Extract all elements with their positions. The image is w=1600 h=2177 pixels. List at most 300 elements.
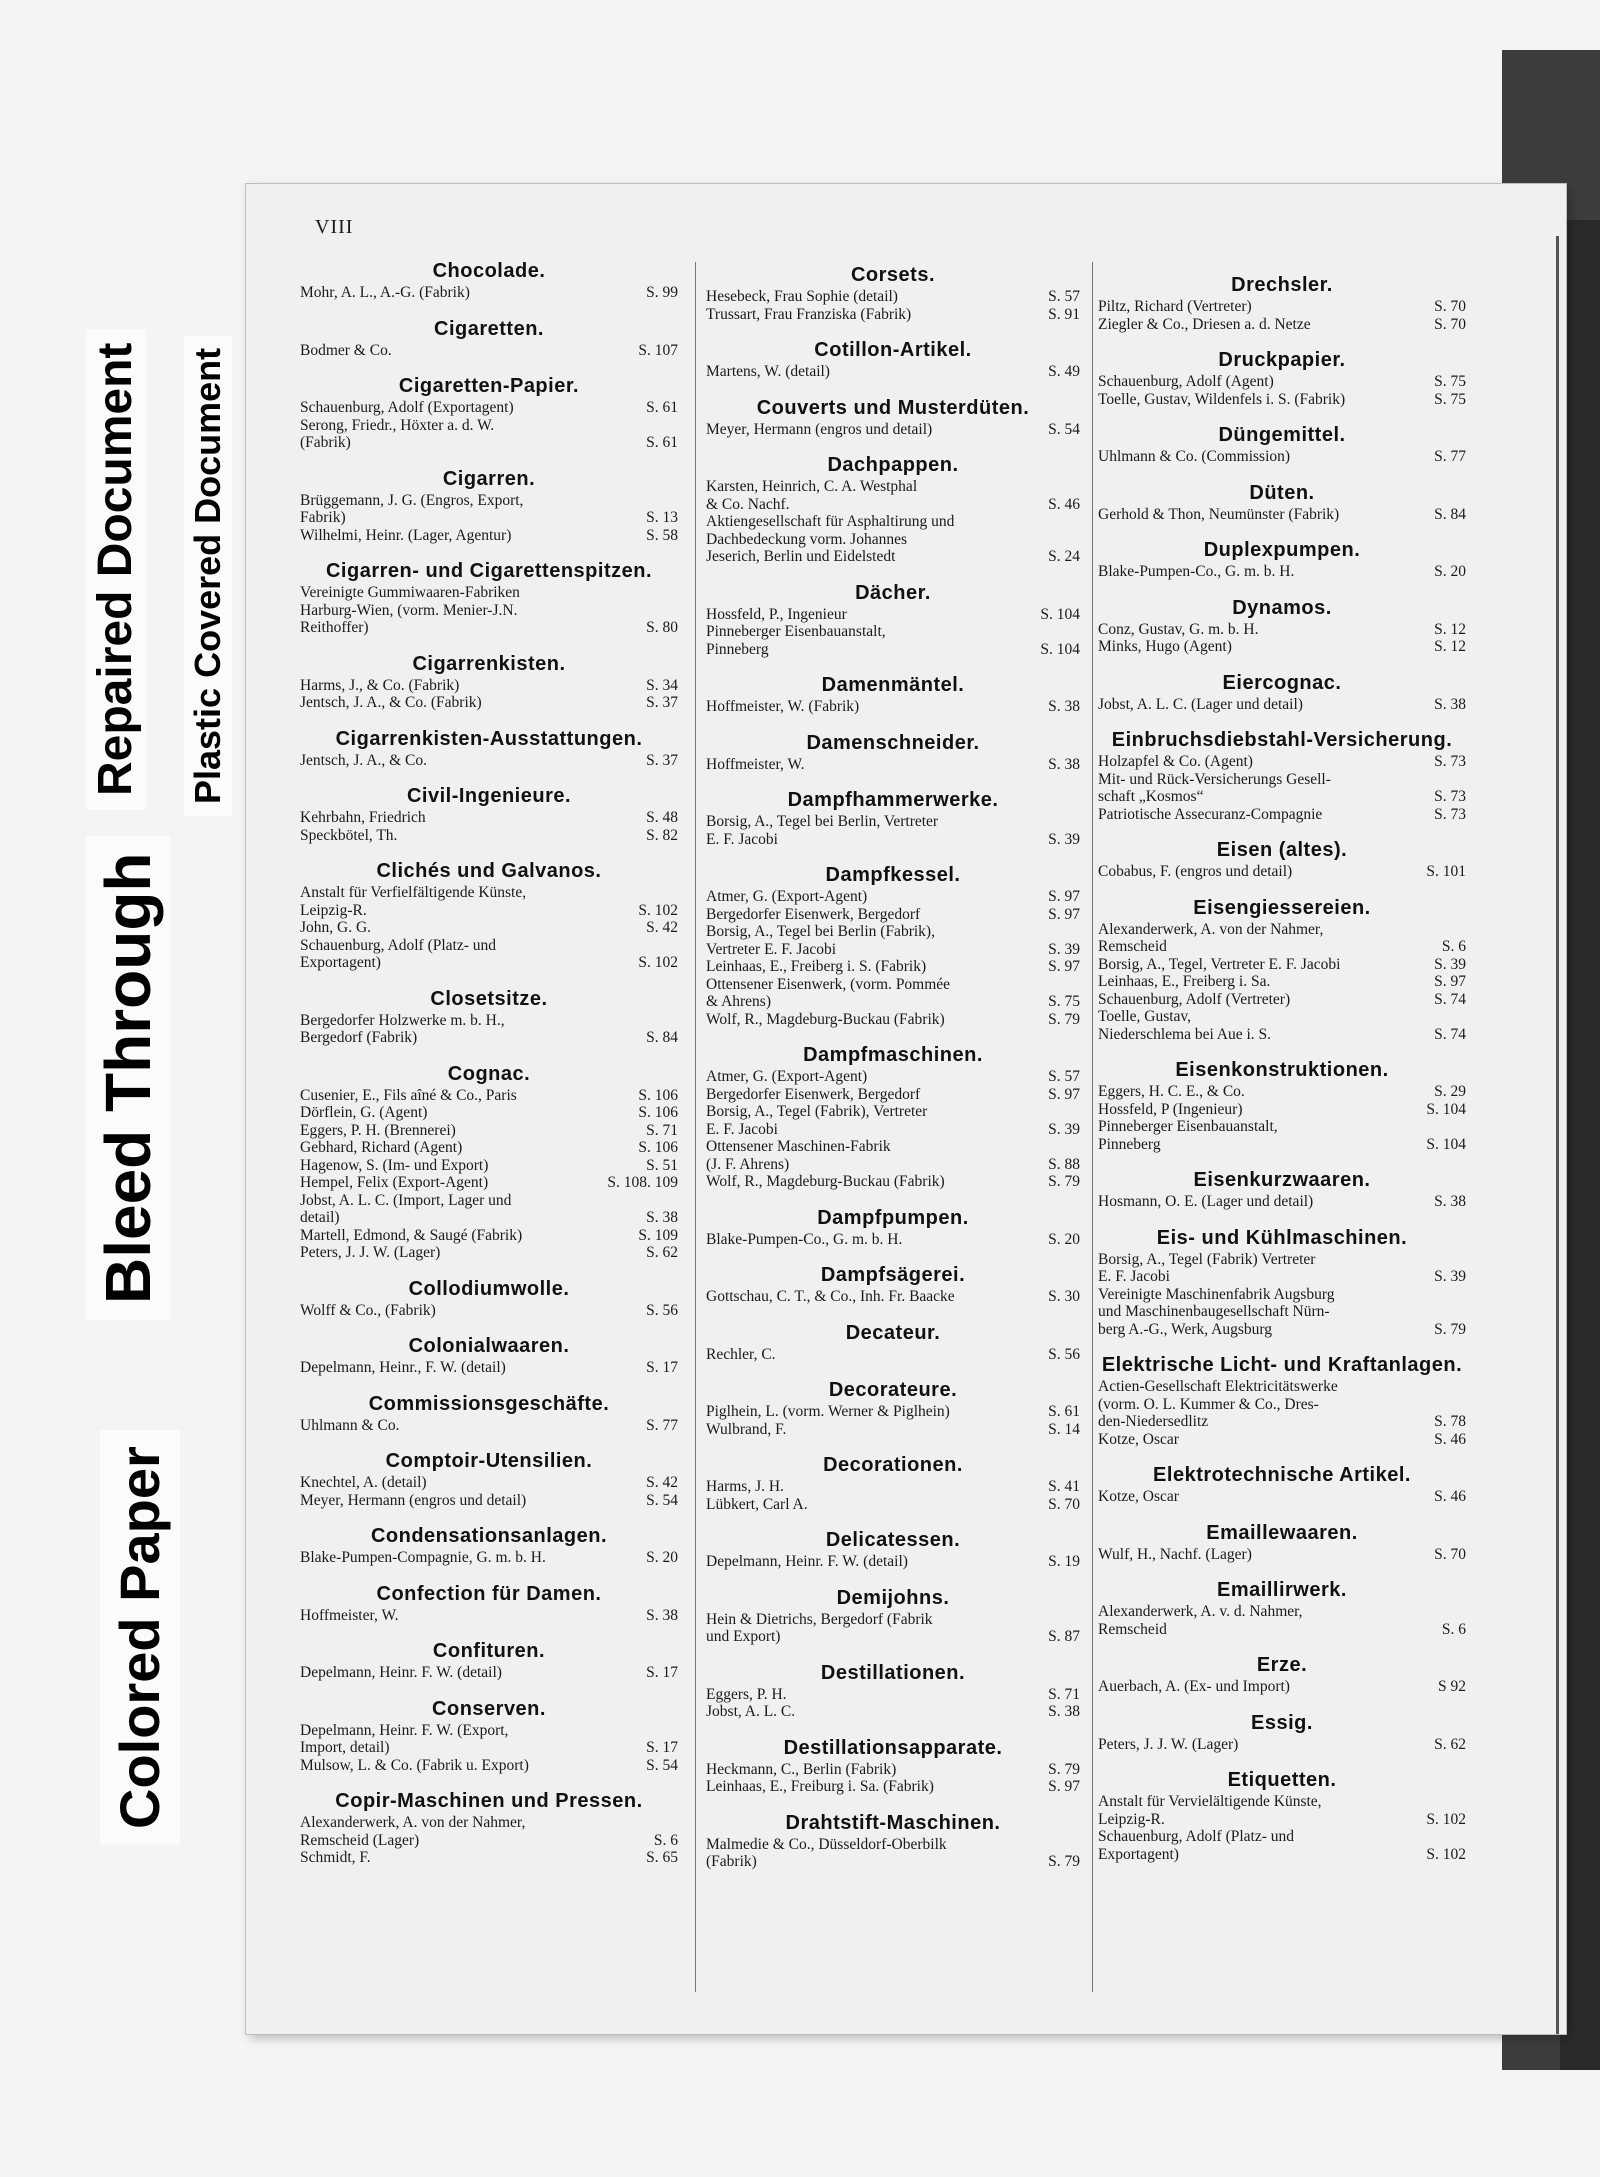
index-section (1098, 895, 1466, 1044)
entry-page-ref: S. 84 (1434, 505, 1466, 523)
entry-page-ref: S. 29 (1434, 1083, 1466, 1100)
index-entry (300, 1722, 678, 1757)
column-divider (1092, 262, 1093, 1992)
entry-name: Schauenburg, Adolf (Vertreter) (1098, 990, 1291, 1008)
index-entry (1098, 1083, 1466, 1101)
index-entry (1098, 921, 1466, 956)
index-entry (300, 284, 678, 302)
index-section (1098, 347, 1466, 408)
entry-page-ref: S. 79 (1048, 1173, 1080, 1190)
index-entry (300, 1757, 678, 1775)
index-section (300, 726, 678, 770)
index-entry (300, 827, 678, 845)
entry-page-ref: S. 73 (1434, 753, 1466, 770)
entry-page-ref: S. 46 (1434, 1430, 1466, 1448)
entry-page-ref: S. 62 (1434, 1735, 1466, 1753)
index-section (300, 1448, 678, 1509)
section-heading: Drechsler. (1231, 274, 1333, 296)
section-heading: Essig. (1251, 1711, 1313, 1734)
index-section (300, 373, 678, 452)
entry-page-ref: S. 88 (1048, 1155, 1080, 1173)
entry-name: Blake-Pumpen-Co., G. m. b. H. (706, 1230, 903, 1248)
entry-page-ref: S. 79 (1434, 1320, 1466, 1338)
entry-name: Eggers, H. C. E., & Co. (1098, 1083, 1245, 1100)
entry-page-ref: S. 104 (1040, 640, 1080, 658)
index-entry (1098, 621, 1466, 639)
entry-name: Hoffmeister, W. (706, 755, 805, 773)
index-entry (706, 288, 1080, 306)
entry-name: Jobst, A. L. C. (706, 1703, 796, 1720)
index-entry (300, 1174, 678, 1192)
index-entry (1098, 1678, 1466, 1696)
section-heading: Chocolade. (432, 260, 546, 282)
index-entry (706, 1686, 1080, 1704)
entry-name: Hossfeld, P., Ingenieur (706, 605, 847, 623)
section-heading: Cigaretten-Papier. (398, 375, 580, 397)
entry-page-ref: S. 24 (1048, 548, 1080, 565)
index-entry (706, 1421, 1080, 1439)
entry-page-ref: S. 65 (646, 1849, 678, 1866)
section-heading: Einbruchsdiebstahl-Versicherung. (1111, 729, 1453, 751)
entry-page-ref: S 92 (1438, 1678, 1466, 1695)
entry-name: Toelle, Gustav, Niederschlema bei Aue i. S. (1098, 1008, 1272, 1043)
index-entry (300, 1227, 678, 1245)
entry-page-ref: S. 70 (1048, 1495, 1080, 1513)
index-entry (706, 976, 1080, 1011)
index-entry (300, 1104, 678, 1122)
entry-page-ref: S. 17 (646, 1739, 678, 1756)
index-section (706, 262, 1080, 323)
index-entry (706, 1011, 1080, 1029)
index-section (1098, 1225, 1466, 1339)
entry-page-ref: S. 57 (1048, 288, 1080, 305)
index-section (300, 783, 678, 844)
section-heading: Dampfmaschinen. (803, 1044, 983, 1066)
index-entry (300, 342, 678, 360)
entry-page-ref: S. 102 (1426, 1845, 1466, 1863)
entry-page-ref: S. 75 (1434, 390, 1466, 408)
entry-name: Jentsch, J. A., & Co. (Fabrik) (300, 694, 482, 711)
entry-page-ref: S. 20 (646, 1549, 678, 1566)
index-entry (300, 1087, 678, 1105)
section-heading: Eis- und Kühlmaschinen. (1156, 1226, 1408, 1249)
index-entry (300, 1012, 678, 1047)
index-entry (1098, 1286, 1466, 1339)
index-entry (300, 399, 678, 417)
entry-page-ref: S. 49 (1048, 363, 1080, 380)
section-heading: Civil-Ingenieure. (406, 785, 572, 807)
entry-page-ref: S. 84 (646, 1029, 678, 1046)
entry-name: Wulbrand, F. (706, 1420, 787, 1438)
entry-name: Actien-Gesellschaft Elektricitätswerke (vorm. O. L. Kummer & Co., Dres- den-Niedersedlitz (1098, 1378, 1338, 1430)
section-heading: Düngemittel. (1218, 424, 1346, 446)
entry-page-ref: S. 71 (646, 1121, 678, 1139)
section-heading: Conserven. (432, 1697, 546, 1720)
entry-page-ref: S. 109 (638, 1226, 678, 1244)
entry-page-ref: S. 56 (1048, 1345, 1080, 1363)
entry-name: Borsig, A., Tegel bei Berlin (Fabrik), Vertreter E. F. Jacobi (706, 923, 935, 958)
entry-page-ref: S. 73 (1434, 805, 1466, 823)
section-heading: Damenschneider. (806, 731, 980, 754)
entry-name: Depelmann, Heinr. F. W. (detail) (706, 1553, 908, 1570)
index-section (1098, 1352, 1466, 1448)
entry-name: Hoffmeister, W. (Fabrik) (706, 698, 860, 715)
entry-name: Kotze, Oscar (1098, 1488, 1179, 1505)
index-section (1098, 1710, 1466, 1754)
index-entry (300, 492, 678, 527)
index-section (300, 1581, 678, 1625)
index-entry (300, 694, 678, 712)
entry-name: Wolf, R., Magdeburg-Buckau (Fabrik) (706, 1010, 945, 1028)
index-section (706, 1377, 1080, 1438)
label-bleed-through: Bleed Through (86, 836, 170, 1320)
index-section (706, 337, 1080, 381)
index-section (1098, 537, 1466, 581)
entry-name: Borsig, A., Tegel (Fabrik) Vertreter E. F. Jacobi (1098, 1250, 1316, 1285)
section-heading: Delicatessen. (825, 1529, 961, 1551)
entry-page-ref: S. 38 (646, 1209, 678, 1226)
index-section (1098, 1167, 1466, 1211)
entry-name: John, G. G. (300, 919, 372, 936)
entry-name: Trussart, Frau Franziska (Fabrik) (706, 305, 912, 323)
index-entry (1098, 1736, 1466, 1754)
index-entry (1098, 973, 1466, 991)
entry-page-ref: S. 41 (1048, 1478, 1080, 1495)
index-section (706, 395, 1080, 439)
entry-page-ref: S. 73 (1434, 788, 1466, 805)
entry-page-ref: S. 54 (646, 1491, 678, 1509)
index-entry (1098, 956, 1466, 974)
index-section (300, 651, 678, 712)
index-entry (706, 1346, 1080, 1364)
entry-page-ref: S. 102 (638, 954, 678, 971)
index-entry (706, 888, 1080, 906)
page-edge (1556, 236, 1559, 2034)
entry-name: Leinhaas, E., Freiberg i. S. (Fabrik) (706, 958, 927, 975)
entry-page-ref: S. 46 (1434, 1488, 1466, 1505)
entry-page-ref: S. 61 (1048, 1403, 1080, 1420)
entry-page-ref: S. 38 (1434, 1193, 1466, 1210)
entry-name: Auerbach, A. (Ex- und Import) (1098, 1678, 1290, 1695)
section-heading: Destillationen. (820, 1661, 966, 1684)
entry-page-ref: S. 17 (646, 1359, 678, 1376)
entry-page-ref: S. 101 (1426, 863, 1466, 880)
index-entry (300, 527, 678, 545)
scanner-background-shadow (1560, 220, 1600, 2070)
entry-page-ref: S. 37 (646, 694, 678, 711)
entry-name: Bergedorfer Eisenwerk, Bergedorf (706, 905, 921, 923)
entry-name: Hossfeld, P (Ingenieur) (1098, 1100, 1243, 1118)
index-entry (300, 884, 678, 919)
index-entry (300, 584, 678, 637)
index-entry (706, 1761, 1080, 1779)
index-entry (300, 937, 678, 972)
entry-page-ref: S. 104 (1040, 605, 1080, 623)
entry-name: Harms, J., & Co. (Fabrik) (300, 676, 460, 694)
index-entry (300, 1157, 678, 1175)
entry-page-ref: S. 48 (646, 809, 678, 826)
entry-name: Jobst, A. L. C. (Lager und detail) (1098, 695, 1303, 713)
section-heading: Cigarrenkisten. (412, 652, 566, 675)
entry-name: Depelmann, Heinr. F. W. (detail) (300, 1664, 502, 1681)
index-entry (1098, 316, 1466, 334)
entry-name: Hempel, Felix (Export-Agent) (300, 1174, 489, 1191)
section-heading: Dampfpumpen. (817, 1206, 969, 1229)
index-section (300, 316, 678, 360)
entry-name: Piltz, Richard (Vertreter) (1098, 298, 1252, 315)
entry-page-ref: S. 12 (1434, 620, 1466, 638)
entry-page-ref: S. 97 (1048, 1778, 1080, 1795)
index-entry (1098, 298, 1466, 316)
entry-name: Leinhaas, E., Freiburg i. Sa. (Fabrik) (706, 1778, 934, 1795)
entry-page-ref: S. 42 (646, 919, 678, 936)
entry-page-ref: S. 107 (638, 341, 678, 359)
entry-page-ref: S. 30 (1048, 1288, 1080, 1305)
entry-page-ref: S. 39 (1434, 955, 1466, 973)
index-entry (706, 1703, 1080, 1721)
entry-page-ref: S. 79 (1048, 1853, 1080, 1870)
entry-name: Borsig, A., Tegel bei Berlin, Vertreter E. F. Jacobi (706, 813, 939, 848)
index-section (706, 787, 1080, 848)
index-section (706, 730, 1080, 774)
entry-name: Patriotische Assecuranz-Compagnie (1098, 805, 1323, 823)
entry-page-ref: S. 20 (1434, 563, 1466, 580)
entry-name: Ziegler & Co., Driesen a. d. Netze (1098, 315, 1311, 333)
index-entry (300, 1139, 678, 1157)
index-entry (706, 1403, 1080, 1421)
entry-page-ref: S. 79 (1048, 1010, 1080, 1028)
section-heading: Duplexpumpen. (1203, 539, 1361, 561)
entry-page-ref: S. 42 (646, 1474, 678, 1491)
entry-page-ref: S. 74 (1434, 990, 1466, 1008)
section-heading: Commissionsgeschäfte. (368, 1392, 610, 1415)
entry-name: Rechler, C. (706, 1345, 776, 1363)
index-entry (706, 421, 1080, 439)
entry-name: Atmer, G. (Export-Agent) (706, 1068, 868, 1085)
entry-page-ref: S. 75 (1434, 373, 1466, 390)
entry-name: Blake-Pumpen-Co., G. m. b. H. (1098, 563, 1295, 580)
section-heading: Destillationsapparate. (783, 1736, 1003, 1759)
entry-page-ref: S. 80 (646, 619, 678, 636)
section-heading: Eisenkurzwaaren. (1193, 1169, 1371, 1191)
entry-name: Borsig, A., Tegel, Vertreter E. F. Jacobi (1098, 955, 1341, 973)
entry-name: Kotze, Oscar (1098, 1430, 1179, 1448)
section-heading: Dampfkessel. (825, 864, 961, 886)
entry-name: Alexanderwerk, A. von der Nahmer, Remscheid (Lager) (300, 1814, 526, 1849)
index-entry (300, 1814, 678, 1849)
section-heading: Colonialwaaren. (408, 1335, 570, 1357)
section-heading: Druckpapier. (1218, 349, 1346, 371)
index-section (300, 858, 678, 972)
index-section (706, 1042, 1080, 1191)
entry-name: Vereinigte Gummiwaaren-Fabriken Harburg-Wien, (vorm. Menier-J.N. Reithoffer) (300, 584, 520, 636)
entry-page-ref: S. 61 (646, 434, 678, 451)
index-entry (1098, 1008, 1466, 1043)
index-entry (1098, 1488, 1466, 1506)
index-entry (706, 1086, 1080, 1104)
index-entry (1098, 1431, 1466, 1449)
entry-page-ref: S. 106 (638, 1104, 678, 1121)
entry-page-ref: S. 99 (646, 284, 678, 301)
entry-page-ref: S. 46 (1048, 495, 1080, 513)
entry-page-ref: S. 51 (646, 1156, 678, 1174)
column-divider (695, 262, 696, 1992)
entry-name: Schauenburg, Adolf (Agent) (1098, 373, 1274, 390)
index-entry (706, 1173, 1080, 1191)
index-entry (300, 677, 678, 695)
entry-name: Gerhold & Thon, Neumünster (Fabrik) (1098, 505, 1340, 523)
section-heading: Elektrotechnische Artikel. (1153, 1464, 1411, 1486)
section-heading: Cigarrenkisten-Ausstattungen. (335, 727, 643, 750)
entry-name: Anstalt für Verfielfältigende Künste, Leipzig-R. (300, 884, 527, 919)
index-section (706, 1585, 1080, 1646)
entry-page-ref: S. 58 (646, 526, 678, 544)
index-section (1098, 1767, 1466, 1863)
index-entry (706, 958, 1080, 976)
entry-page-ref: S. 12 (1434, 638, 1466, 655)
index-section (706, 1810, 1080, 1871)
index-section (1098, 837, 1466, 881)
section-heading: Decateur. (845, 1321, 941, 1344)
section-heading: Cigarren- und Cigarettenspitzen. (325, 560, 653, 582)
index-section (706, 1320, 1080, 1364)
entry-page-ref: S. 74 (1434, 1025, 1466, 1043)
section-heading: Confituren. (432, 1640, 546, 1662)
entry-page-ref: S. 62 (646, 1244, 678, 1261)
entry-name: Holzapfel & Co. (Agent) (1098, 753, 1253, 770)
index-entry (1098, 1603, 1466, 1638)
index-entry (1098, 373, 1466, 391)
entry-page-ref: S. 6 (653, 1831, 678, 1849)
index-entry (1098, 563, 1466, 581)
index-entry (1098, 1546, 1466, 1564)
index-entry (300, 1474, 678, 1492)
entry-page-ref: S. 38 (1048, 698, 1080, 715)
entry-page-ref: S. 54 (1048, 420, 1080, 438)
index-section (1098, 1462, 1466, 1506)
index-section (300, 1788, 678, 1867)
entry-name: Atmer, G. (Export-Agent) (706, 888, 868, 905)
entry-name: Depelmann, Heinr., F. W. (detail) (300, 1359, 506, 1376)
entry-name: Anstalt für Vervielältigende Künste, Leipzig-R. (1098, 1793, 1322, 1828)
entry-page-ref: S. 61 (646, 399, 678, 416)
entry-name: Speckbötel, Th. (300, 826, 398, 844)
section-heading: Dächer. (855, 581, 931, 604)
section-heading: Eiercognac. (1222, 671, 1342, 694)
section-heading: Decorateure. (828, 1379, 958, 1401)
entry-name: Peters, J. J. W. (Lager) (1098, 1735, 1239, 1753)
index-entry (706, 513, 1080, 566)
index-entry (706, 906, 1080, 924)
index-entry (300, 1244, 678, 1262)
index-entry (1098, 1193, 1466, 1211)
section-heading: Confection für Damen. (376, 1582, 602, 1605)
index-section (300, 1638, 678, 1682)
entry-name: Brüggemann, J. G. (Engros, Export, Fabrik) (300, 491, 524, 526)
index-section (300, 1333, 678, 1377)
entry-page-ref: S. 102 (638, 901, 678, 919)
index-entry (1098, 1101, 1466, 1119)
entry-name: Pinneberger Eisenbauanstalt, Pinneberg (706, 623, 886, 658)
section-heading: Etiquetten. (1227, 1769, 1337, 1791)
section-heading: Clichés und Galvanos. (376, 860, 602, 882)
entry-name: Meyer, Hermann (engros und detail) (706, 420, 933, 438)
entry-name: Alexanderwerk, A. von der Nahmer, Remscheid (1098, 920, 1324, 955)
entry-page-ref: S. 70 (1434, 315, 1466, 333)
index-section (1098, 480, 1466, 524)
entry-page-ref: S. 56 (646, 1301, 678, 1319)
index-section (1098, 727, 1466, 823)
entry-name: Mohr, A. L., A.-G. (Fabrik) (300, 284, 470, 301)
index-section (1098, 1577, 1466, 1638)
entry-name: Conz, Gustav, G. m. b. H. (1098, 620, 1259, 638)
section-heading: Erze. (1256, 1654, 1308, 1676)
entry-name: Hagenow, S. (Im- und Export) (300, 1156, 489, 1174)
index-section (706, 1205, 1080, 1249)
section-heading: Elektrische Licht- und Kraftanlagen. (1101, 1354, 1463, 1376)
index-entry (706, 1611, 1080, 1646)
entry-name: Vereinigte Maschinenfabrik Augsburg und Maschinenbaugesellschaft Nürn- berg A.-G., Werk, Augsburg (1098, 1285, 1335, 1338)
index-entry (300, 1849, 678, 1867)
index-section (300, 1696, 678, 1775)
index-entry (1098, 753, 1466, 771)
index-entry (706, 756, 1080, 774)
entry-name: Harms, J. H. (706, 1478, 784, 1495)
index-entry (1098, 506, 1466, 524)
index-entry (300, 1192, 678, 1227)
entry-page-ref: S. 34 (646, 676, 678, 694)
entry-page-ref: S. 87 (1048, 1628, 1080, 1645)
entry-page-ref: S. 6 (1441, 1620, 1466, 1638)
entry-name: Schauenburg, Adolf (Exportagent) (300, 399, 514, 416)
label-plastic-covered-document: Plastic Covered Document (184, 336, 232, 816)
entry-name: Wolf, R., Magdeburg-Buckau (Fabrik) (706, 1173, 945, 1190)
index-section (1098, 422, 1466, 466)
entry-name: Hoffmeister, W. (300, 1606, 399, 1624)
entry-name: Blake-Pumpen-Compagnie, G. m. b. H. (300, 1549, 546, 1566)
section-heading: Decorationen. (823, 1454, 963, 1476)
entry-name: Gottschau, C. T., & Co., Inh. Fr. Baacke (706, 1288, 955, 1305)
index-entry (1098, 1828, 1466, 1863)
section-heading: Eisenkonstruktionen. (1175, 1059, 1389, 1081)
entry-page-ref: S. 106 (638, 1139, 678, 1156)
index-section (300, 1523, 678, 1567)
index-section (706, 1527, 1080, 1571)
entry-name: Knechtel, A. (detail) (300, 1474, 427, 1491)
entry-page-ref: S. 97 (1048, 958, 1080, 975)
entry-name: Peters, J. J. W. (Lager) (300, 1244, 441, 1261)
entry-name: Heckmann, C., Berlin (Fabrik) (706, 1760, 897, 1778)
index-entry (300, 752, 678, 770)
entry-page-ref: S. 14 (1048, 1420, 1080, 1438)
entry-name: Depelmann, Heinr. F. W. (Export, Import, detail) (300, 1721, 509, 1756)
index-section (706, 1735, 1080, 1796)
index-section (1098, 272, 1466, 333)
entry-page-ref: S. 38 (646, 1606, 678, 1624)
entry-name: Minks, Hugo (Agent) (1098, 638, 1232, 655)
section-heading: Corsets. (850, 264, 936, 286)
entry-page-ref: S. 70 (1434, 298, 1466, 315)
index-entry (300, 1492, 678, 1510)
entry-page-ref: S. 54 (646, 1756, 678, 1774)
section-heading: Dampfsägerei. (820, 1264, 966, 1286)
index-entry (706, 363, 1080, 381)
entry-name: Gebhard, Richard (Agent) (300, 1139, 463, 1156)
index-entry (706, 1288, 1080, 1306)
entry-page-ref: S. 82 (646, 826, 678, 844)
index-column-2 (706, 262, 1080, 1871)
entry-name: Dörflein, G. (Agent) (300, 1104, 428, 1121)
